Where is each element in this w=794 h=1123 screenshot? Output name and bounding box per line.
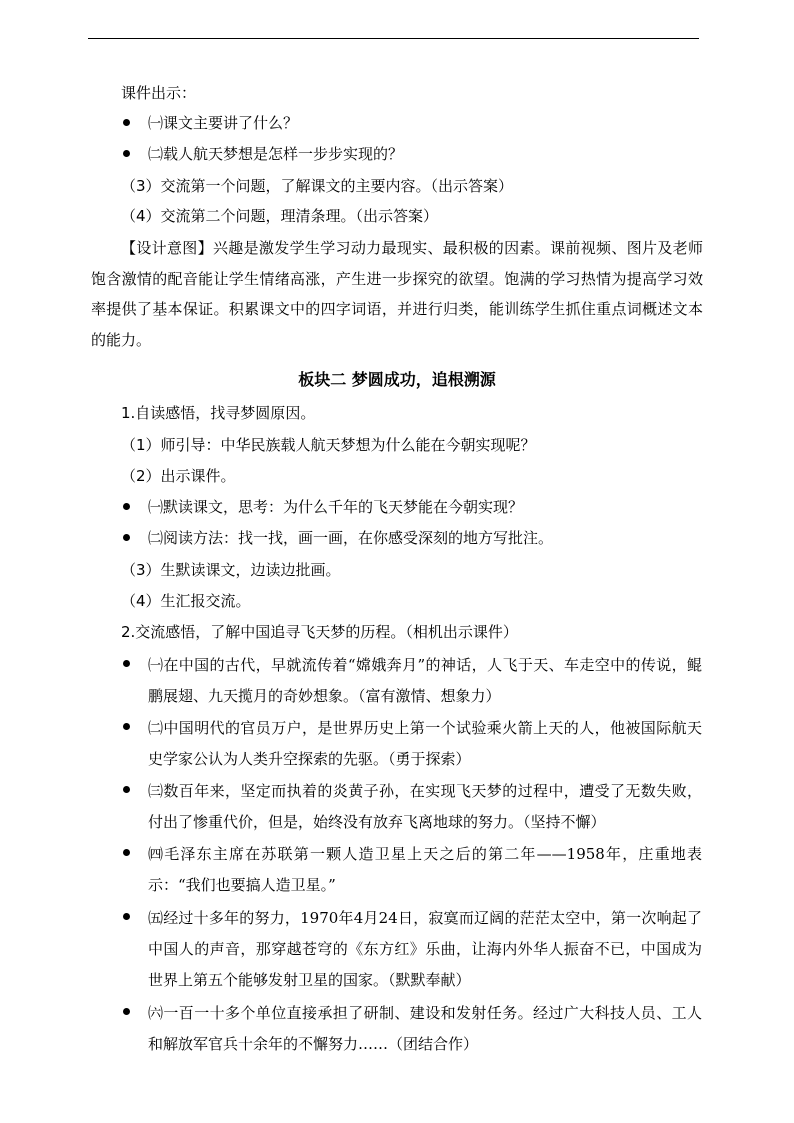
part1-step-3: （3）生默读课文，边读边批画。 <box>121 561 341 579</box>
part2-bullet-3: ㈢数百年来，坚定而执着的炎黄子孙，在实现飞天梦的过程中，遭受了无数失败，付出了惨重代价，但是，始终没有放弃飞离地球的努力。（坚持不懈） <box>148 782 702 831</box>
design-intent-paragraph <box>91 233 703 355</box>
bullet-icon <box>123 849 130 856</box>
bullet-icon <box>123 534 130 541</box>
part2-bullet-5: ㈤经过十多年的努力，1970年4月24日，寂寞而辽阔的茫茫太空中，第一次响起了中国人的声音，那穿越苍穹的《东方红》乐曲，让海内外华人振奋不已，中国成为世界上第五个能够发射卫星的国家。（默默奉献） <box>148 909 702 989</box>
part2-bullet-2: ㈡中国明代的官员万户，是世界历史上第一个试验乘火箭上天的人，他被国际航天史学家公认为人类升空探索的先驱。（勇于探索） <box>148 719 702 768</box>
bullet-icon <box>123 150 130 157</box>
bullet-icon <box>123 786 130 793</box>
part1-step-2: （2）出示课件。 <box>121 467 236 485</box>
question-bullet-2: ㈡载人航天梦想是怎样一步步实现的？ <box>148 145 404 163</box>
part1-step-4: （4）生汇报交流。 <box>121 592 251 610</box>
part1-step-1: （1）师引导：中华民族载人航天梦想为什么能在今朝实现呢？ <box>121 436 536 454</box>
step-3: （3）交流第一个问题，了解课文的主要内容。（出示答案） <box>121 177 514 195</box>
design-intent-text: 【设计意图】兴趣是激发学生学习动力最现实、最积极的因素。课前视频、图片及老师饱含激情的配音能让学生情绪高涨，产生进一步探究的欲望。饱满的学习热情为提高学习效率提供了基本保证。积累课文中的四字词语，并进行归类，能训练学生抓住重点词概述文本的能力。 <box>91 239 703 349</box>
part1-bullet-2: ㈡阅读方法：找一找，画一画，在你感受深刻的地方写批注。 <box>148 529 554 547</box>
section-title: 板块二 梦圆成功，追根溯源 <box>298 370 496 389</box>
part1-bullet-1: ㈠默读课文，思考：为什么千年的飞天梦能在今朝实现？ <box>148 498 524 516</box>
part2-bullet-4: ㈣毛泽东主席在苏联第一颗人造卫星上天之后的第二年——1958年，庄重地表示：“我们也要搞人造卫星。” <box>148 845 702 894</box>
courseware-label: 课件出示： <box>121 84 197 102</box>
bullet-icon <box>123 119 130 126</box>
bullet-icon <box>123 723 130 730</box>
step-4: （4）交流第二个问题，理清条理。（出示答案） <box>121 207 439 225</box>
part2-bullet-1: ㈠在中国的古代，早就流传着“嫦娥奔月”的神话，人飞于天、车走空中的传说，鲲鹏展翅、九天揽月的奇妙想象。（富有激情、想象力） <box>148 656 702 705</box>
bullet-icon <box>123 1008 130 1015</box>
bullet-icon <box>123 913 130 920</box>
part1-heading: 1.自读感悟，找寻梦圆原因。 <box>121 404 316 422</box>
question-bullet-1: ㈠课文主要讲了什么？ <box>148 114 299 132</box>
bullet-icon <box>123 660 130 667</box>
part2-bullet-6: ㈥一百一十多个单位直接承担了研制、建设和发射任务。经过广大科技人员、工人和解放军官兵十余年的不懈努力……（团结合作） <box>148 1004 702 1053</box>
part2-heading: 2.交流感悟，了解中国追寻飞天梦的历程。（相机出示课件） <box>121 623 518 641</box>
bullet-icon <box>123 503 130 510</box>
